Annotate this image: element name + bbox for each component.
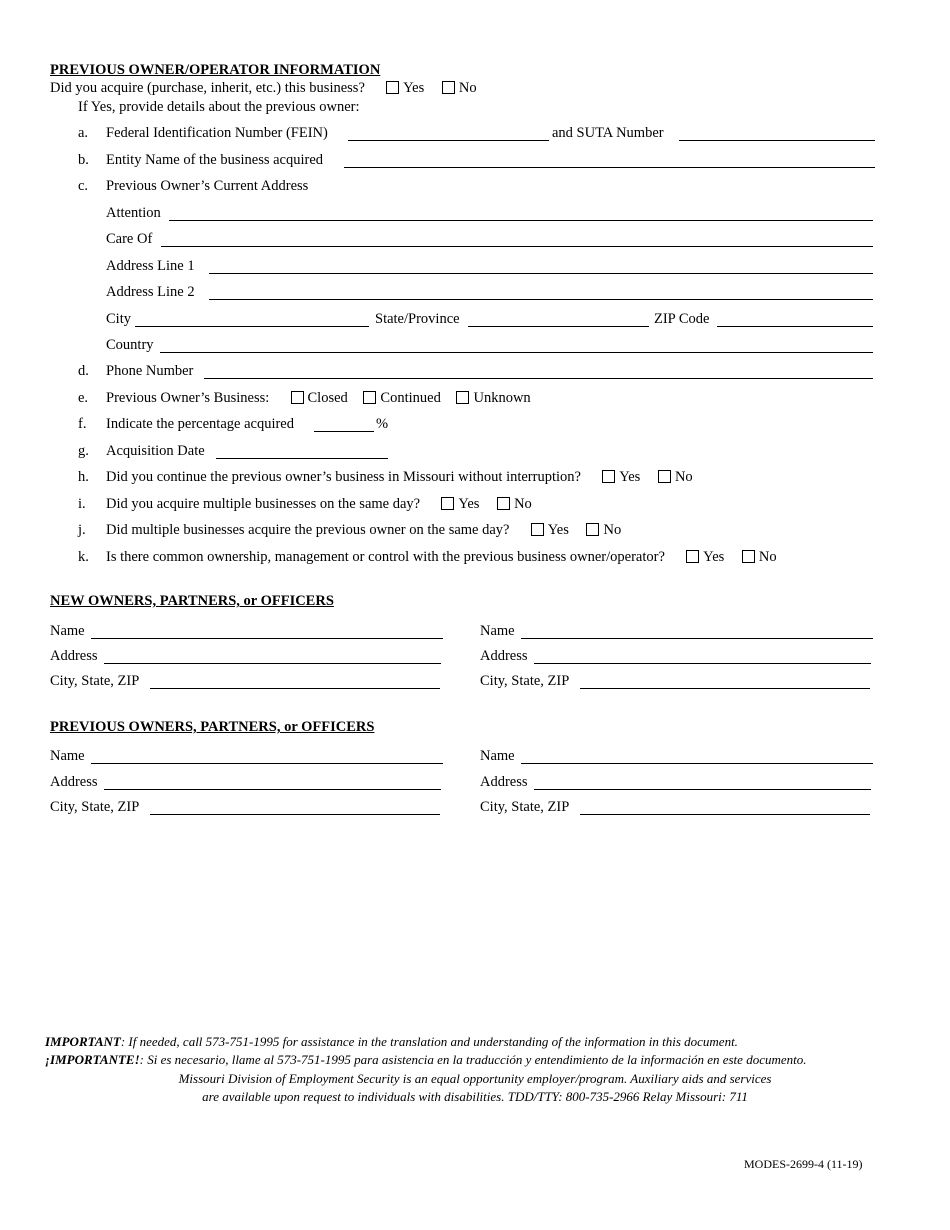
common-ownership-yes-option[interactable]: Yes <box>686 549 724 566</box>
suta-label: and SUTA Number <box>552 125 664 141</box>
item-letter-c: c. <box>78 178 89 194</box>
acquire-question-row <box>50 80 491 97</box>
footer-equal-opportunity: Missouri Division of Employment Security is an equal opportunity employer/program. Auxiliary aids and services <box>178 1071 772 1086</box>
new-owner2-address-label: Address <box>480 648 528 664</box>
section-heading-new-owners: NEW OWNERS, PARTNERS, or OFFICERS <box>50 593 334 609</box>
acquire-no-option[interactable]: No <box>442 80 477 97</box>
city-label: City <box>106 311 131 327</box>
new-owner1-csz-label: City, State, ZIP <box>50 673 140 689</box>
multiple-acquirers-no-checkbox[interactable] <box>586 523 599 536</box>
address-line2-label: Address Line 2 <box>106 284 195 300</box>
attention-field[interactable] <box>169 220 873 221</box>
entity-name-label: Entity Name of the business acquired <box>106 152 324 168</box>
multiple-acquirers-question: Did multiple businesses acquire the previous owner on the same day? <box>106 522 510 538</box>
prev-owner1-address-label: Address <box>50 774 98 790</box>
new-owner2-name-label: Name <box>480 623 515 639</box>
form-id: MODES-2699-4 (11-19) <box>744 1157 863 1171</box>
multiple-acquired-yes-option[interactable]: Yes <box>441 496 479 513</box>
prev-owner1-name-field[interactable] <box>91 763 443 764</box>
zip-label: ZIP Code <box>654 311 710 327</box>
percent-sign: % <box>376 416 389 432</box>
acquire-yes-option[interactable]: Yes <box>386 80 424 97</box>
common-ownership-no-option[interactable]: No <box>742 549 777 566</box>
prev-owner2-csz-label: City, State, ZIP <box>480 799 570 815</box>
if-yes-instruction: If Yes, provide details about the previous owner: <box>78 99 360 115</box>
acquire-yes-checkbox[interactable] <box>386 81 399 94</box>
multiple-acquired-yes-checkbox[interactable] <box>441 497 454 510</box>
item-letter-h: h. <box>78 469 89 485</box>
prev-owner1-csz-label: City, State, ZIP <box>50 799 140 815</box>
item-letter-b: b. <box>78 152 89 168</box>
status-continued-option[interactable]: Continued <box>363 390 440 407</box>
current-address-label: Previous Owner’s Current Address <box>106 178 309 194</box>
percentage-field[interactable] <box>314 431 374 432</box>
address-line1-label: Address Line 1 <box>106 258 195 274</box>
item-letter-j: j. <box>78 522 86 538</box>
continue-no-checkbox[interactable] <box>658 470 671 483</box>
business-status-label: Previous Owner’s Business: <box>106 390 270 406</box>
country-label: Country <box>106 337 154 353</box>
status-unknown-option[interactable]: Unknown <box>456 390 530 407</box>
new-owner1-address-field[interactable] <box>104 663 441 664</box>
item-letter-k: k. <box>78 549 89 565</box>
footer-importante-line: ¡IMPORTANTE!: Si es necesario, llame al 573-751-1995 para asistencia en la traducción y entendimiento de la información en este documento. <box>45 1052 807 1067</box>
multiple-acquired-no-option[interactable]: No <box>497 496 532 513</box>
state-label: State/Province <box>375 311 460 327</box>
care-of-field[interactable] <box>161 246 873 247</box>
new-owner1-csz-field[interactable] <box>150 688 440 689</box>
acquire-no-checkbox[interactable] <box>442 81 455 94</box>
common-ownership-question: Is there common ownership, management or control with the previous business owner/operator? <box>106 549 665 565</box>
status-closed-option[interactable]: Closed <box>291 390 348 407</box>
item-letter-g: g. <box>78 443 89 459</box>
item-letter-i: i. <box>78 496 86 512</box>
multiple-acquirers-yes-option[interactable]: Yes <box>531 522 569 539</box>
prev-owner2-name-field[interactable] <box>521 763 873 764</box>
city-field[interactable] <box>135 326 369 327</box>
item-letter-d: d. <box>78 363 89 379</box>
item-letter-f: f. <box>78 416 87 432</box>
continue-no-option[interactable]: No <box>658 469 693 486</box>
prev-owner2-name-label: Name <box>480 748 515 764</box>
continue-business-question: Did you continue the previous owner’s business in Missouri without interruption? <box>106 469 581 485</box>
status-closed-checkbox[interactable] <box>291 391 304 404</box>
item-letter-e: e. <box>78 390 89 406</box>
new-owner1-address-label: Address <box>50 648 98 664</box>
continue-business-row <box>106 469 707 486</box>
multiple-acquired-question: Did you acquire multiple businesses on the same day? <box>106 496 421 512</box>
prev-owner1-name-label: Name <box>50 748 85 764</box>
suta-field[interactable] <box>679 140 875 141</box>
new-owner2-address-field[interactable] <box>534 663 871 664</box>
acquisition-date-field[interactable] <box>216 458 388 459</box>
multiple-acquired-no-checkbox[interactable] <box>497 497 510 510</box>
phone-field[interactable] <box>204 378 873 379</box>
care-of-label: Care Of <box>106 231 153 247</box>
attention-label: Attention <box>106 205 161 221</box>
item-letter-a: a. <box>78 125 89 141</box>
fein-field[interactable] <box>348 140 549 141</box>
new-owner2-name-field[interactable] <box>521 638 873 639</box>
acquire-question: Did you acquire (purchase, inherit, etc.) this business? <box>50 80 365 96</box>
prev-owner2-csz-field[interactable] <box>580 814 870 815</box>
multiple-acquired-row <box>106 496 546 513</box>
status-continued-checkbox[interactable] <box>363 391 376 404</box>
entity-name-field[interactable] <box>344 167 875 168</box>
acquisition-date-label: Acquisition Date <box>106 443 205 459</box>
business-status-row <box>106 390 545 407</box>
phone-label: Phone Number <box>106 363 194 379</box>
new-owner1-name-label: Name <box>50 623 85 639</box>
address-line2-field[interactable] <box>209 299 873 300</box>
common-ownership-no-checkbox[interactable] <box>742 550 755 563</box>
continue-yes-checkbox[interactable] <box>602 470 615 483</box>
status-unknown-checkbox[interactable] <box>456 391 469 404</box>
important-label: IMPORTANT <box>45 1034 121 1049</box>
multiple-acquirers-row <box>106 522 635 539</box>
new-owner2-csz-label: City, State, ZIP <box>480 673 570 689</box>
prev-owner2-address-label: Address <box>480 774 528 790</box>
state-field[interactable] <box>468 326 649 327</box>
prev-owner2-address-field[interactable] <box>534 789 871 790</box>
zip-field[interactable] <box>717 326 873 327</box>
multiple-acquirers-no-option[interactable]: No <box>586 522 621 539</box>
section-heading-previous-owner: PREVIOUS OWNER/OPERATOR INFORMATION <box>50 62 381 78</box>
prev-owner1-csz-field[interactable] <box>150 814 440 815</box>
common-ownership-row <box>106 549 791 566</box>
footer-accessibility: are available upon request to individuals with disabilities. TDD/TTY: 800-735-2966 Relay Missouri: 711 <box>202 1089 748 1104</box>
address-line1-field[interactable] <box>209 273 873 274</box>
common-ownership-yes-checkbox[interactable] <box>686 550 699 563</box>
country-field[interactable] <box>160 352 873 353</box>
footer-important-line: IMPORTANT: If needed, call 573-751-1995 for assistance in the translation and understanding of the information in this document. <box>45 1034 738 1049</box>
new-owner2-csz-field[interactable] <box>580 688 870 689</box>
section-heading-previous-owners: PREVIOUS OWNERS, PARTNERS, or OFFICERS <box>50 719 375 735</box>
importante-label: ¡IMPORTANTE! <box>45 1052 140 1067</box>
multiple-acquirers-yes-checkbox[interactable] <box>531 523 544 536</box>
prev-owner1-address-field[interactable] <box>104 789 441 790</box>
new-owner1-name-field[interactable] <box>91 638 443 639</box>
continue-yes-option[interactable]: Yes <box>602 469 640 486</box>
fein-label: Federal Identification Number (FEIN) <box>106 125 328 141</box>
percentage-label: Indicate the percentage acquired <box>106 416 294 432</box>
